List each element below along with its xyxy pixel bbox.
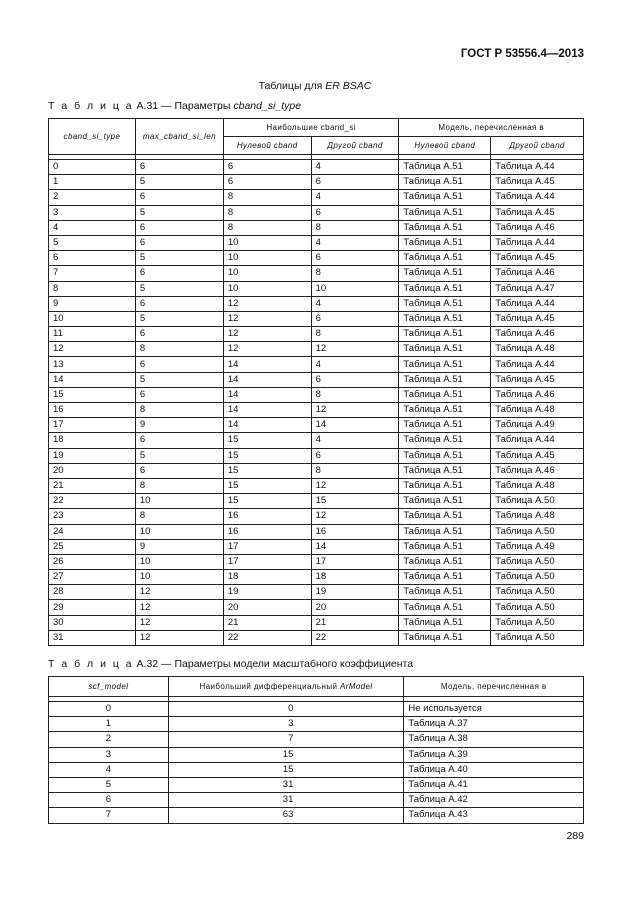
- table-cell: 4: [311, 296, 399, 311]
- table-cell: 3: [168, 717, 404, 732]
- table-row: [49, 403, 584, 418]
- table-cell: 6: [223, 175, 311, 190]
- table-cell: 6: [135, 235, 223, 250]
- table-cell: Таблица А.46: [491, 220, 584, 235]
- table-cell: Таблица А.50: [491, 615, 584, 630]
- header-largest-differential-text: Наибольший дифференциальный: [199, 682, 340, 691]
- table-cell: 15: [223, 463, 311, 478]
- table-cell: Таблица А.51: [399, 357, 491, 372]
- table-cell: 8: [311, 266, 399, 281]
- table-cell: Таблица А.51: [399, 478, 491, 493]
- table-cell: 31: [168, 777, 404, 792]
- table-row: [49, 251, 584, 266]
- table-cell: Таблица А.51: [399, 418, 491, 433]
- table-row: [49, 615, 584, 630]
- table-row: [49, 190, 584, 205]
- table-cell: Таблица А.44: [491, 190, 584, 205]
- table-cell: 25: [49, 539, 136, 554]
- table-cell: 6: [311, 311, 399, 326]
- table-cell: 6: [135, 266, 223, 281]
- table-cell: 4: [49, 220, 136, 235]
- table-cell: Таблица А.48: [491, 403, 584, 418]
- table-cell: 17: [49, 418, 136, 433]
- table-cell: 4: [311, 190, 399, 205]
- table-cell: Таблица А.51: [399, 524, 491, 539]
- table-cell: 10: [223, 281, 311, 296]
- table-cell: 12: [135, 600, 223, 615]
- table-row: [49, 235, 584, 250]
- table-cell: 4: [311, 433, 399, 448]
- table-cell: Таблица А.51: [399, 509, 491, 524]
- table-row: [49, 418, 584, 433]
- table-cell: 16: [49, 403, 136, 418]
- table-cell: Таблица А.51: [399, 160, 491, 175]
- table-cell: Таблица А.44: [491, 433, 584, 448]
- table-cell: 6: [135, 463, 223, 478]
- table-cell: 19: [49, 448, 136, 463]
- table-cell: Таблица А.46: [491, 463, 584, 478]
- table-cell: Таблица А.42: [404, 793, 584, 808]
- page-title: [0, 80, 630, 92]
- table-row: [49, 387, 584, 402]
- table-cell: Таблица А.41: [404, 777, 584, 792]
- table-cell: 15: [49, 387, 136, 402]
- table-cell: Таблица А.44: [491, 235, 584, 250]
- table-cell: 26: [49, 554, 136, 569]
- table-cell: 12: [311, 403, 399, 418]
- table-cell: 12: [223, 296, 311, 311]
- table-cell: 10: [135, 570, 223, 585]
- table-cell: 8: [311, 387, 399, 402]
- table-cell: 7: [49, 266, 136, 281]
- table-row: [49, 762, 584, 777]
- table-cell: 6: [135, 327, 223, 342]
- table-cell: Таблица А.51: [399, 463, 491, 478]
- header-zero-cband: Нулевой cband: [223, 137, 311, 155]
- table-row: [49, 777, 584, 792]
- table-cell: Таблица А.45: [491, 372, 584, 387]
- table-cell: Таблица А.49: [491, 418, 584, 433]
- table-cell: Таблица А.51: [399, 615, 491, 630]
- table-cell: Таблица А.51: [399, 403, 491, 418]
- table-cell: 18: [49, 433, 136, 448]
- table-cell: 23: [49, 509, 136, 524]
- table-cell: Таблица А.51: [399, 311, 491, 326]
- table-cell: 8: [223, 190, 311, 205]
- table-cell: 5: [135, 205, 223, 220]
- table-cell: 0: [49, 160, 136, 175]
- table-cell: 14: [223, 418, 311, 433]
- table-cell: 12: [311, 342, 399, 357]
- table-cell: Таблица А.51: [399, 327, 491, 342]
- header-model-listed-in: Модель, перечисленная в: [399, 119, 584, 137]
- table-cell: 12: [49, 342, 136, 357]
- caption-prefix: Т а б л и ц а: [48, 658, 134, 670]
- page-number: 289: [566, 830, 584, 842]
- table-cell: 11: [49, 327, 136, 342]
- table-cell: 10: [135, 554, 223, 569]
- table-cell: 16: [311, 524, 399, 539]
- table-cell: 6: [135, 387, 223, 402]
- table-cell: 5: [135, 448, 223, 463]
- table-row: [49, 554, 584, 569]
- table-row: [49, 463, 584, 478]
- table-cell: 6: [135, 220, 223, 235]
- table-cell: 30: [49, 615, 136, 630]
- table-row: [49, 732, 584, 747]
- caption-prefix: Т а б л и ц а: [48, 100, 134, 112]
- table-cell: 63: [168, 808, 404, 823]
- table-cell: 10: [223, 266, 311, 281]
- table-cell: Таблица А.51: [399, 372, 491, 387]
- page-title-italic: ER BSAC: [325, 80, 372, 92]
- table-cell: 19: [223, 585, 311, 600]
- table-cell: Таблица А.51: [399, 448, 491, 463]
- table-row: [49, 585, 584, 600]
- table-row: [49, 266, 584, 281]
- table-cell: Таблица А.51: [399, 342, 491, 357]
- table-cell: 15: [223, 448, 311, 463]
- table-cell: Таблица А.51: [399, 600, 491, 615]
- caption-italic: cband_si_type: [233, 100, 302, 112]
- table-cell: Таблица А.51: [399, 433, 491, 448]
- document-code: ГОСТ Р 53556.4—2013: [460, 48, 584, 60]
- table-cell: 15: [223, 433, 311, 448]
- table-cell: 14: [223, 372, 311, 387]
- table-cell: Таблица А.50: [491, 554, 584, 569]
- table-cell: 9: [135, 539, 223, 554]
- table-cell: Таблица А.44: [491, 357, 584, 372]
- table-cell: 17: [223, 554, 311, 569]
- table-cell: 8: [49, 281, 136, 296]
- table-cell: 13: [49, 357, 136, 372]
- table-cell: 2: [49, 732, 169, 747]
- table-cell: 12: [223, 311, 311, 326]
- table-a31-caption: [48, 100, 301, 112]
- table-cell: Таблица А.38: [404, 732, 584, 747]
- table-cell: Таблица А.50: [491, 570, 584, 585]
- table-cell: 4: [311, 235, 399, 250]
- table-cell: 5: [135, 175, 223, 190]
- table-cell: 12: [135, 630, 223, 645]
- table-row: [49, 372, 584, 387]
- table-cell: Таблица А.51: [399, 570, 491, 585]
- table-cell: 9: [135, 418, 223, 433]
- header-model-listed-in: Модель, перечисленная в: [404, 677, 584, 697]
- table-a32: [48, 676, 584, 824]
- table-row: [49, 509, 584, 524]
- table-cell: 10: [223, 235, 311, 250]
- table-cell: 12: [223, 327, 311, 342]
- table-cell: 15: [168, 747, 404, 762]
- table-cell: Таблица А.44: [491, 160, 584, 175]
- table-row: [49, 433, 584, 448]
- table-cell: Таблица А.49: [491, 539, 584, 554]
- table-cell: 5: [49, 777, 169, 792]
- table-cell: 12: [311, 478, 399, 493]
- table-cell: Таблица А.39: [404, 747, 584, 762]
- table-cell: 8: [311, 327, 399, 342]
- table-row: [49, 160, 584, 175]
- table-row: [49, 205, 584, 220]
- table-a31: [48, 118, 584, 646]
- table-row: [49, 539, 584, 554]
- table-cell: 7: [168, 732, 404, 747]
- table-cell: Таблица А.51: [399, 205, 491, 220]
- header-model-other-cband: Другой cband: [491, 137, 584, 155]
- header-armodel: ArModel: [339, 682, 373, 691]
- table-cell: 5: [135, 251, 223, 266]
- table-cell: 6: [135, 433, 223, 448]
- table-cell: Таблица А.51: [399, 494, 491, 509]
- table-cell: 6: [311, 175, 399, 190]
- table-cell: 8: [135, 478, 223, 493]
- table-cell: Таблица А.50: [491, 585, 584, 600]
- table-row: [49, 296, 584, 311]
- table-cell: 8: [223, 220, 311, 235]
- table-cell: 15: [223, 478, 311, 493]
- table-cell: Таблица А.51: [399, 539, 491, 554]
- header-scf-model: scf_model: [49, 677, 169, 697]
- table-row: [49, 311, 584, 326]
- table-cell: 6: [311, 448, 399, 463]
- table-cell: 6: [135, 296, 223, 311]
- table-cell: Таблица А.51: [399, 585, 491, 600]
- table-cell: 18: [311, 570, 399, 585]
- table-cell: Таблица А.50: [491, 494, 584, 509]
- table-cell: Таблица А.40: [404, 762, 584, 777]
- table-cell: 15: [168, 762, 404, 777]
- table-cell: 2: [49, 190, 136, 205]
- table-cell: 15: [311, 494, 399, 509]
- table-cell: Таблица А.51: [399, 281, 491, 296]
- table-cell: 20: [311, 600, 399, 615]
- table-cell: Таблица А.51: [399, 220, 491, 235]
- table-cell: 8: [135, 342, 223, 357]
- table-cell: 22: [49, 494, 136, 509]
- table-cell: 5: [135, 311, 223, 326]
- table-cell: 22: [223, 630, 311, 645]
- table-cell: 17: [311, 554, 399, 569]
- table-cell: 9: [49, 296, 136, 311]
- table-row: [49, 524, 584, 539]
- table-cell: 16: [223, 509, 311, 524]
- table-cell: 21: [49, 478, 136, 493]
- header-model-zero-cband: Нулевой cband: [399, 137, 491, 155]
- table-cell: Таблица А.50: [491, 600, 584, 615]
- table-cell: 24: [49, 524, 136, 539]
- table-cell: 14: [311, 418, 399, 433]
- table-cell: 6: [311, 205, 399, 220]
- table-cell: Таблица А.45: [491, 205, 584, 220]
- table-cell: 18: [223, 570, 311, 585]
- header-largest-cband-si: Наибольшие cband_si: [223, 119, 399, 137]
- table-cell: Таблица А.45: [491, 448, 584, 463]
- table-cell: 8: [223, 205, 311, 220]
- table-cell: 29: [49, 600, 136, 615]
- table-row: [49, 717, 584, 732]
- table-cell: Таблица А.45: [491, 311, 584, 326]
- page-title-text: Таблицы для: [258, 80, 326, 92]
- table-cell: 14: [223, 387, 311, 402]
- table-row: [49, 357, 584, 372]
- table-row: [49, 600, 584, 615]
- table-cell: 6: [135, 357, 223, 372]
- table-cell: 3: [49, 747, 169, 762]
- table-cell: 1: [49, 175, 136, 190]
- table-cell: 4: [311, 357, 399, 372]
- table-cell: 8: [135, 403, 223, 418]
- table-cell: Не используется: [404, 702, 584, 717]
- table-cell: 8: [135, 509, 223, 524]
- table-cell: Таблица А.51: [399, 296, 491, 311]
- table-cell: 1: [49, 717, 169, 732]
- table-cell: Таблица А.51: [399, 266, 491, 281]
- table-cell: 0: [168, 702, 404, 717]
- table-cell: 12: [135, 585, 223, 600]
- table-cell: Таблица А.50: [491, 630, 584, 645]
- table-cell: Таблица А.45: [491, 251, 584, 266]
- table-cell: Таблица А.51: [399, 554, 491, 569]
- header-largest-differential: [168, 677, 404, 697]
- table-cell: Таблица А.37: [404, 717, 584, 732]
- table-cell: 3: [49, 205, 136, 220]
- table-row: [49, 793, 584, 808]
- table-cell: Таблица А.51: [399, 175, 491, 190]
- table-cell: 6: [311, 372, 399, 387]
- table-cell: Таблица А.46: [491, 387, 584, 402]
- table-cell: 12: [311, 509, 399, 524]
- table-cell: 14: [223, 403, 311, 418]
- table-cell: 10: [135, 524, 223, 539]
- table-cell: 10: [49, 311, 136, 326]
- table-row: [49, 747, 584, 762]
- table-cell: 5: [49, 235, 136, 250]
- table-cell: 6: [135, 190, 223, 205]
- table-cell: 14: [311, 539, 399, 554]
- table-cell: 31: [168, 793, 404, 808]
- table-cell: Таблица А.51: [399, 387, 491, 402]
- table-cell: Таблица А.51: [399, 630, 491, 645]
- caption-number: А.31 — Параметры: [133, 100, 234, 112]
- table-cell: 15: [223, 494, 311, 509]
- table-row: [49, 570, 584, 585]
- table-cell: 31: [49, 630, 136, 645]
- table-cell: 6: [49, 793, 169, 808]
- table-cell: 14: [223, 357, 311, 372]
- table-cell: Таблица А.44: [491, 296, 584, 311]
- table-cell: Таблица А.43: [404, 808, 584, 823]
- table-row: [49, 327, 584, 342]
- table-cell: 10: [311, 281, 399, 296]
- table-row: [49, 494, 584, 509]
- table-cell: 6: [49, 251, 136, 266]
- header-cband-si-type: cband_si_type: [49, 119, 136, 155]
- table-row: [49, 702, 584, 717]
- table-cell: 10: [135, 494, 223, 509]
- header-other-cband: Другой cband: [311, 137, 399, 155]
- table-cell: 20: [49, 463, 136, 478]
- table-a32-caption: [48, 658, 413, 670]
- table-cell: 8: [311, 463, 399, 478]
- table-cell: 21: [223, 615, 311, 630]
- table-cell: 12: [223, 342, 311, 357]
- table-cell: 6: [311, 251, 399, 266]
- table-cell: Таблица А.48: [491, 509, 584, 524]
- table-cell: 6: [223, 160, 311, 175]
- table-cell: 5: [135, 372, 223, 387]
- table-cell: 21: [311, 615, 399, 630]
- table-cell: 10: [223, 251, 311, 266]
- table-cell: Таблица А.48: [491, 342, 584, 357]
- table-cell: 12: [135, 615, 223, 630]
- table-cell: Таблица А.51: [399, 190, 491, 205]
- table-cell: 19: [311, 585, 399, 600]
- table-row: [49, 220, 584, 235]
- table-cell: Таблица А.48: [491, 478, 584, 493]
- table-cell: Таблица А.46: [491, 327, 584, 342]
- table-cell: Таблица А.46: [491, 266, 584, 281]
- table-row: [49, 342, 584, 357]
- table-cell: 6: [135, 160, 223, 175]
- table-row: [49, 478, 584, 493]
- table-row: [49, 281, 584, 296]
- table-cell: 4: [311, 160, 399, 175]
- table-cell: 14: [49, 372, 136, 387]
- table-cell: Таблица А.45: [491, 175, 584, 190]
- table-cell: 28: [49, 585, 136, 600]
- table-cell: Таблица А.51: [399, 235, 491, 250]
- table-cell: 4: [49, 762, 169, 777]
- table-cell: Таблица А.50: [491, 524, 584, 539]
- caption-text: А.32 — Параметры модели масштабного коэффициента: [133, 658, 414, 670]
- table-row: [49, 175, 584, 190]
- table-cell: 17: [223, 539, 311, 554]
- table-cell: 0: [49, 702, 169, 717]
- table-row: [49, 808, 584, 823]
- table-row: [49, 448, 584, 463]
- table-cell: 20: [223, 600, 311, 615]
- header-max-cband-si-len: max_cband_si_len: [135, 119, 223, 155]
- table-cell: 22: [311, 630, 399, 645]
- table-cell: 8: [311, 220, 399, 235]
- table-cell: 7: [49, 808, 169, 823]
- table-cell: Таблица А.51: [399, 251, 491, 266]
- table-cell: 27: [49, 570, 136, 585]
- table-cell: 5: [135, 281, 223, 296]
- table-cell: Таблица А.47: [491, 281, 584, 296]
- table-cell: 16: [223, 524, 311, 539]
- table-row: [49, 630, 584, 645]
